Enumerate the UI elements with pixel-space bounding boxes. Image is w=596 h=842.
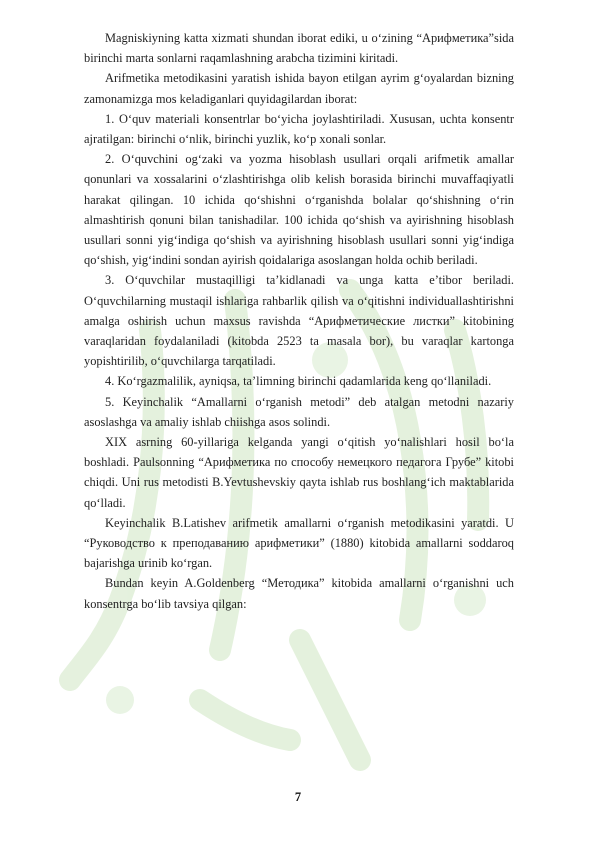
paragraph: Arifmetika metodikasini yaratish ishida bayon etilgan ayrim g‘oyalardan bizning zamonamizga mos keladiganlari quyidagilardan iborat: [84,71,514,106]
document-body [84,28,514,614]
paragraph: 2. O‘quvchini og‘zaki va yozma hisoblash usullari orqali arifmetik amallar qonunlari va xossalarini o‘zlashtirishga olib kelish borasida birinchi muvaffaqiyatli harakat qilingan. 10 ichida qo‘shishni o‘rganishda bolalar qo‘shishning o‘rin almashtirish qonuni bilan tanishadilar. 100 ichida qo‘shish va ayirishning hisoblash usullari sonni yig‘indiga qo‘shish va ayirishning hisoblash usullari sonni yig‘indiga qo‘shish, yig‘indini sondan ayirish qoidalariga asoslangan holda ochib beriladi. [84,152,514,268]
paragraph: Magniskiyning katta xizmati shundan iborat ediki, u o‘zining “Арифметика”sida birinchi marta sonlarni raqamlashning arabcha tizimini kiritadi. [84,31,514,66]
paragraph: 5. Keyinchalik “Amallarni o‘rganish metodi” deb atalgan metodni nazariy asoslashga va amaliy ishlab chiishga asos solindi. [84,394,514,429]
paragraph: XIX asrning 60-yillariga kelganda yangi o‘qitish yo‘nalishlari hosil bo‘la boshladi. Paulsonning “Арифметика по способу немецкого педагога Грубе” kitobi chiqdi. Uni rus metodisti B.Yevtushevskiy qayta ishlab rus boshlang‘ich maktablarida qo‘lladi. [84,435,514,510]
page-number: 7 [294,790,302,804]
paragraph: Bundan keyin A.Goldenberg “Методика” kitobida amallarni o‘rganishni uch konsentrga bo‘lib tavsiya qilgan: [84,576,514,611]
paragraph: 3. O‘quvchilar mustaqilligi ta’kidlanadi va unga katta e’tibor beriladi. O‘quvchilarning mustaqil ishlariga rahbarlik qilish va o‘qitishni individuallashtirishni amalga oshirish uchun maxsus ravishda “Арифметические листки” kitobining varaqlaridan foydalaniladi (kitobda 2523 ta masala bor), bu varaqlar kartonga yopishtirilib, o‘quvchilarga tarqatiladi. [84,273,514,369]
paragraph: 4. Ko‘rgazmalilik, ayniqsa, ta’limning birinchi qadamlarida keng qo‘llaniladi. [105,374,492,389]
paragraph: 1. O‘quv materiali konsentrlar bo‘yicha joylashtiriladi. Xususan, uchta konsentr ajratilgan: birinchi o‘nlik, birinchi yuzlik, ko‘p xonali sonlar. [84,111,514,147]
paragraph: Keyinchalik B.Latishev arifmetik amallarni o‘rganish metodikasini yaratdi. U “Руководство к преподаванию арифметики” (1880) kitobida amallarni soddaroq bajarishga urinib ko‘rgan. [84,515,514,571]
